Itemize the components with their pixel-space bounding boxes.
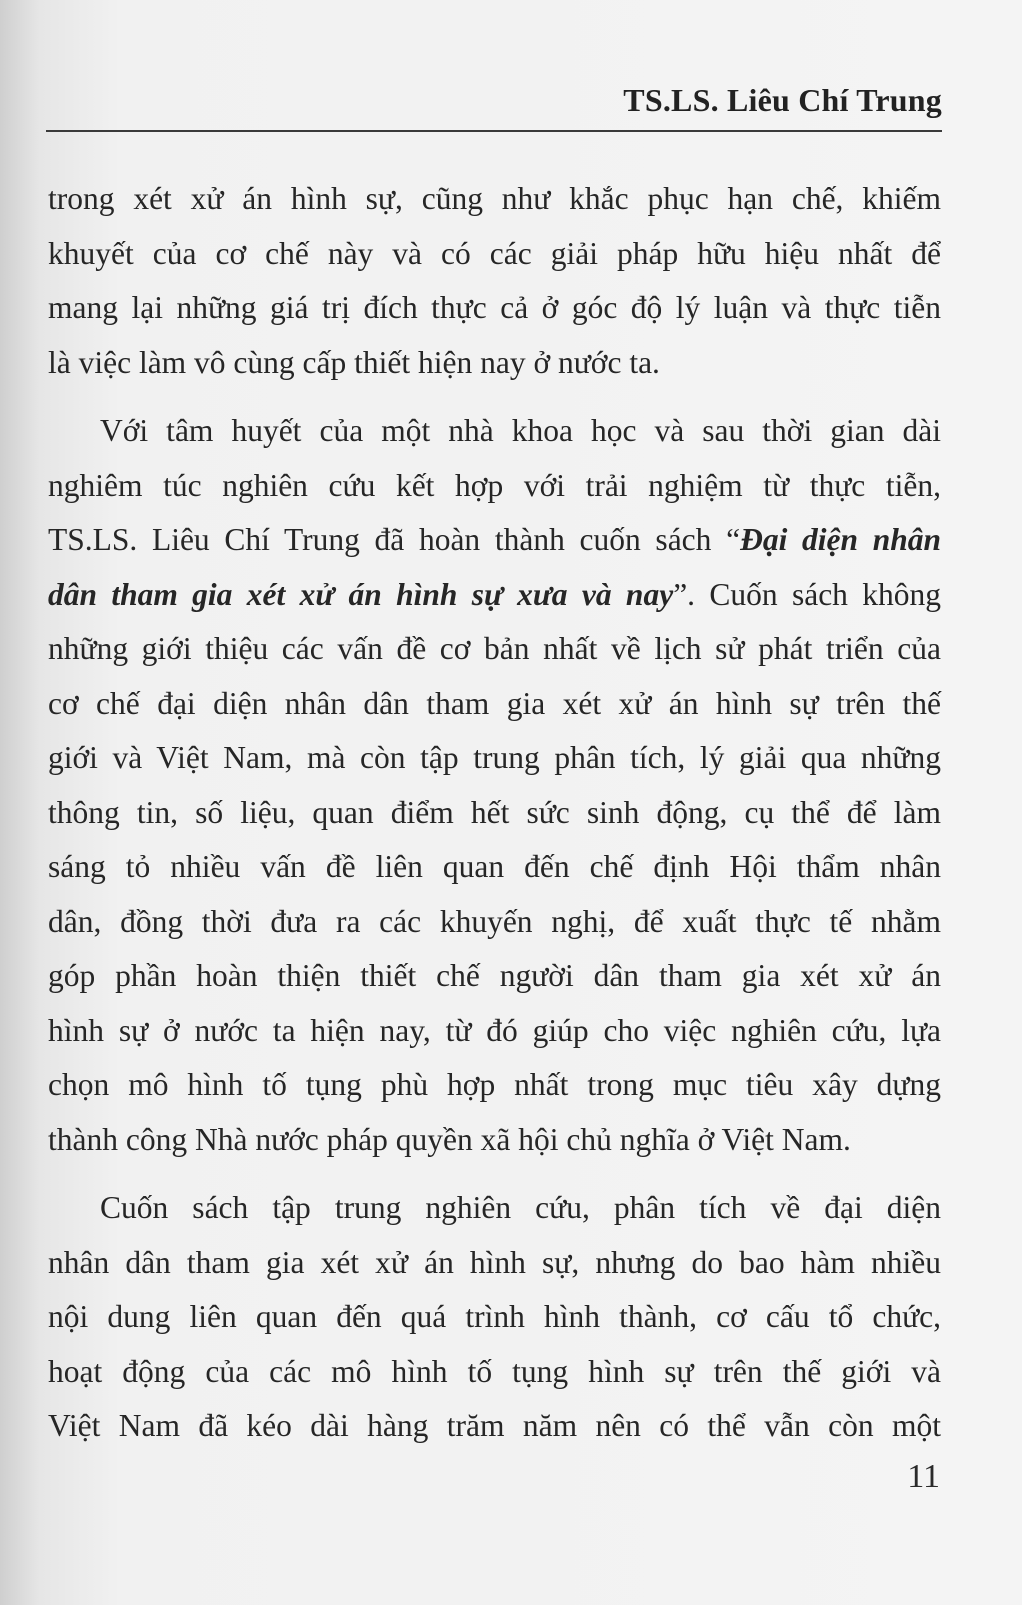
text-line: hình sự ở nước ta hiện nay, từ đó giúp cho việc nghiên cứu, lựa — [48, 1012, 941, 1048]
text-segment: TS.LS. Liêu Chí Trung đã hoàn thành cuốn sách “ — [48, 522, 741, 557]
text-line: khuyết của cơ chế này và có các giải pháp hữu hiệu nhất để — [48, 235, 941, 271]
body-text — [48, 172, 941, 1454]
header-author: TS.LS. Liêu Chí Trung — [623, 82, 942, 118]
text-line — [48, 568, 941, 623]
text-line: thông tin, số liệu, quan điểm hết sức sinh động, cụ thể để làm — [48, 794, 941, 830]
text-line: Với tâm huyết của một nhà khoa học và sau thời gian dài — [100, 413, 941, 448]
paragraph-2 — [48, 404, 941, 1167]
text-line: nghiêm túc nghiên cứu kết hợp với trải nghiệm từ thực tiễn, — [48, 467, 941, 503]
page-number: 11 — [907, 1458, 940, 1495]
text-line: hoạt động của các mô hình tố tụng hình sự trên thế giới và — [48, 1353, 941, 1389]
text-line: Cuốn sách tập trung nghiên cứu, phân tích về đại diện — [100, 1190, 941, 1225]
text-line: sáng tỏ nhiều vấn đề liên quan đến chế định Hội thẩm nhân — [48, 849, 941, 884]
text-segment: ”. Cuốn sách không — [673, 576, 941, 612]
text-line: thành công Nhà nước pháp quyền xã hội chủ nghĩa ở Việt Nam. — [48, 1121, 851, 1157]
text-line: mang lại những giá trị đích thực cả ở góc độ lý luận và thực tiễn — [48, 290, 941, 325]
text-line — [48, 513, 941, 568]
text-line: nội dung liên quan đến quá trình hình thành, cơ cấu tổ chức, — [48, 1299, 941, 1334]
text-line: nhân dân tham gia xét xử án hình sự, nhưng do bao hàm nhiều — [48, 1244, 941, 1280]
book-title-part-2: dân tham gia xét xử án hình sự xưa và nay — [48, 576, 674, 612]
text-line: là việc làm vô cùng cấp thiết hiện nay ở nước ta. — [48, 344, 660, 380]
text-line: chọn mô hình tố tụng phù hợp nhất trong mục tiêu xây dựng — [48, 1067, 941, 1102]
text-line: những giới thiệu các vấn đề cơ bản nhất về lịch sử phát triển của — [48, 631, 941, 666]
text-line: Việt Nam đã kéo dài hàng trăm năm nên có thể vẫn còn một — [48, 1408, 941, 1443]
book-title-part-1: Đại diện nhân — [740, 522, 941, 557]
text-line: góp phần hoàn thiện thiết chế người dân tham gia xét xử án — [48, 958, 941, 993]
paragraph-1 — [48, 172, 941, 390]
running-header — [46, 82, 942, 132]
text-line: dân, đồng thời đưa ra các khuyến nghị, để xuất thực tế nhằm — [48, 903, 941, 939]
text-line: giới và Việt Nam, mà còn tập trung phân tích, lý giải qua những — [48, 740, 941, 775]
text-line: cơ chế đại diện nhân dân tham gia xét xử án hình sự trên thế — [48, 685, 941, 721]
paragraph-3 — [48, 1181, 941, 1454]
text-line: trong xét xử án hình sự, cũng như khắc phục hạn chế, khiếm — [48, 181, 941, 216]
